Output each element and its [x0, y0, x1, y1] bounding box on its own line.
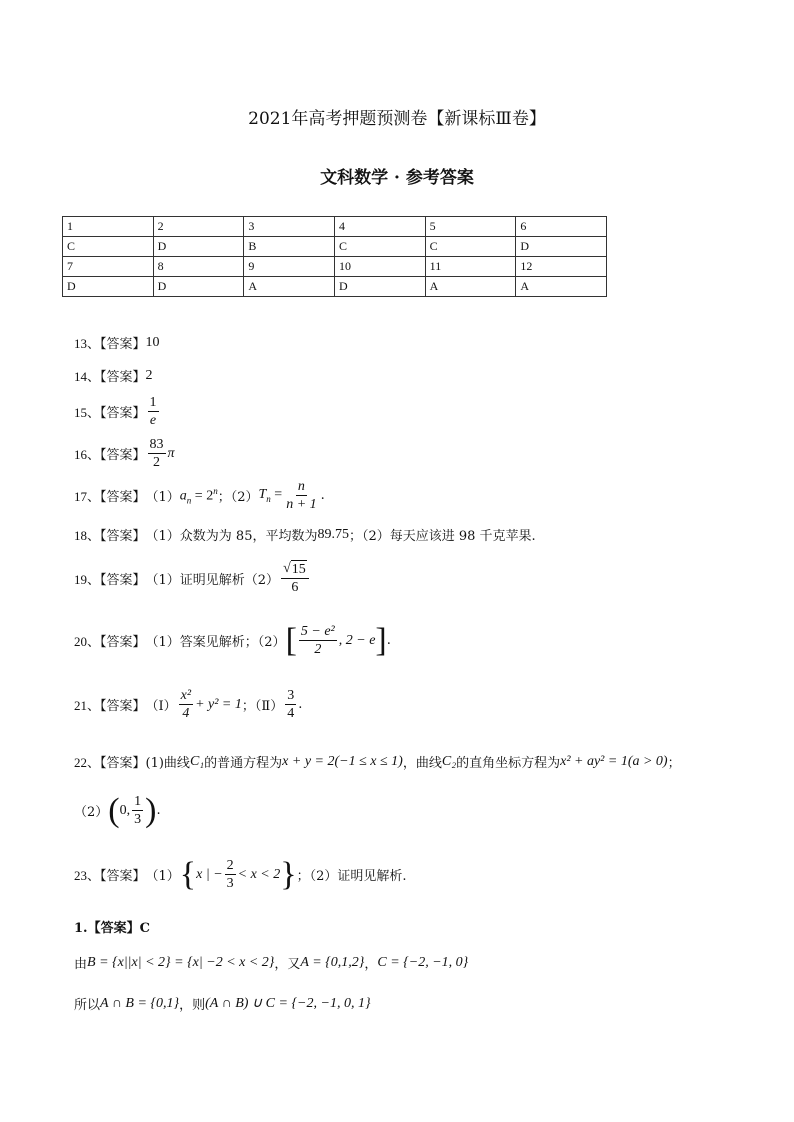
- table-cell: 3: [244, 217, 335, 237]
- table-cell: A: [516, 277, 607, 297]
- answer-22-part2: （2） ( 0, $\frac{1}{3}$ ) .: [74, 791, 161, 829]
- solution-1-heading: 1.【答案】C: [74, 921, 150, 936]
- table-cell: D: [63, 277, 154, 297]
- table-cell: C: [425, 237, 516, 257]
- table-cell: A: [425, 277, 516, 297]
- answer-22: 22、【答案】 (1)曲线 C₁ 的普通方程为 x + y = 2(−1 ≤ x ≤ 1) ，曲线 C₂ 的直角坐标方程为 x² + ay² = 1(a > 0) ；: [74, 753, 681, 771]
- fraction: $\frac{3}{4}$: [287, 688, 295, 721]
- answer-20: 20、【答案】 （1）答案见解析；（2） [ $\frac{\text{5 − e²}}{2}$ , 2 − e ] .: [74, 621, 391, 659]
- table-cell: C: [334, 237, 425, 257]
- answer-table: [62, 216, 607, 297]
- table-cell: D: [153, 277, 244, 297]
- page-title: 2021年高考押题预测卷【新课标Ⅲ卷】: [248, 109, 546, 129]
- table-row: [63, 257, 607, 277]
- table-cell: 6: [516, 217, 607, 237]
- fraction: $\frac{\text{x²}}{4}$: [180, 688, 192, 721]
- answer-23: 23、【答案】 （1） { x | − $\frac{2}{3}$ < x < 2 } ；（2）证明见解析.: [74, 855, 407, 893]
- table-cell: 4: [334, 217, 425, 237]
- answer-16: 16、【答案】 $\frac{83}{2}$ π: [74, 437, 175, 470]
- table-cell: D: [334, 277, 425, 297]
- answer-17: 17、【答案】 （1） $a_n = 2^n$ ；（2） $T_n$ = $\frac{n}{n + 1}$ .: [74, 479, 325, 512]
- table-cell: 10: [334, 257, 425, 277]
- fraction: $\frac{1}{3}$: [134, 794, 142, 827]
- table-cell: C: [63, 237, 154, 257]
- table-row: [63, 237, 607, 257]
- fraction: $\frac{\text{5 − e²}}{2}$: [300, 624, 335, 657]
- fraction: $\frac{n}{n + 1}$: [286, 479, 317, 512]
- answer-15: 15、【答案】 $\frac{1}{e}$: [74, 395, 157, 428]
- fraction: $\frac{83}{2}$: [149, 437, 164, 470]
- fraction: √ 15 6: [281, 560, 309, 596]
- table-cell: 8: [153, 257, 244, 277]
- answer-21: 21、【答案】 （Ⅰ） $\frac{\text{x²}}{4}$ + y² = 1 ；（Ⅱ） $\frac{3}{4}$ .: [74, 688, 303, 721]
- table-row: [63, 277, 607, 297]
- fraction: $\frac{2}{3}$: [226, 858, 234, 891]
- page-subtitle: 文科数学 · 参考答案: [320, 168, 474, 188]
- solution-1-line-1: 由 B = {x||x| < 2} = {x| −2 < x < 2} ，又 A = {0,1,2} ， C = {−2, −1, 0}: [74, 954, 469, 972]
- table-row: [63, 217, 607, 237]
- answer-14: 14、【答案】 2: [74, 367, 153, 384]
- solution-1-line-2: 所以 A ∩ B = {0,1} ，则 (A ∩ B) ∪ C = {−2, −1, 0, 1}: [74, 995, 371, 1013]
- table-cell: B: [244, 237, 335, 257]
- table-cell: 7: [63, 257, 154, 277]
- table-cell: D: [516, 237, 607, 257]
- table-cell: A: [244, 277, 335, 297]
- fraction: $\frac{1}{e}$: [149, 395, 157, 428]
- table-cell: 1: [63, 217, 154, 237]
- answer-13: 13、【答案】 10: [74, 334, 160, 351]
- table-cell: 5: [425, 217, 516, 237]
- answer-18: 18、【答案】 （1）众数为为 85，平均数为 89.75 ；（2）每天应该进 98 千克苹果.: [74, 526, 536, 544]
- table-cell: D: [153, 237, 244, 257]
- table-cell: 12: [516, 257, 607, 277]
- table-cell: 11: [425, 257, 516, 277]
- table-cell: 9: [244, 257, 335, 277]
- table-cell: 2: [153, 217, 244, 237]
- answer-19: 19、【答案】 （1）证明见解析（2） √ 15 6: [74, 560, 311, 596]
